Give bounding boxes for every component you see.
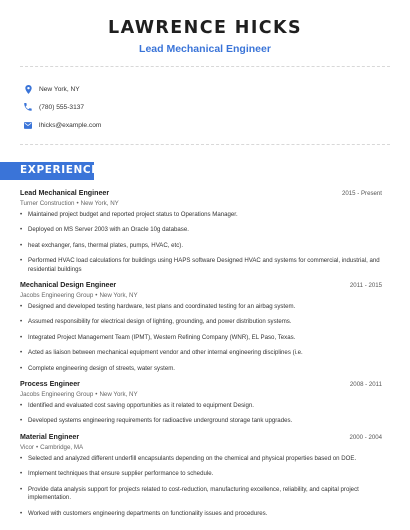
contact-phone [20,98,390,116]
contact-email [20,116,390,134]
job-location: Cambridge, MA [40,443,84,451]
list-item: • Assumed responsibility for electrical design of lighting, grounding, and power distribution systems. [20,318,382,326]
list-item: • Acted as liaison between mechanical equipment vendor and other internal engineering disciplines (i.e. [20,349,382,357]
job-bullets [20,402,382,426]
job-meta [20,391,382,398]
phone-icon [21,100,35,114]
list-item: • Complete engineering design of streets, water system. [20,365,382,373]
job-company: Jacobs Engineering Group [20,292,94,300]
separator-dot: • [76,200,79,207]
job-bullets [20,455,382,518]
candidate-name: LAWRENCE HICKS [108,18,302,38]
contact-list [20,80,390,134]
job-entry [20,189,382,274]
candidate-title: Lead Mechanical Engineer [139,43,271,55]
list-item: • Maintained project budget and reported project status to Operations Manager. [20,211,382,219]
experience-list [20,189,382,525]
list-item: • Developed systems engineering requirements for radioactive underground storage tank upgrades. [20,417,382,425]
job-dates: 2000 - 2004 [349,433,382,441]
job-location: New York, NY [99,391,138,399]
separator-dot: • [95,292,98,300]
list-item: • Provide data analysis support for projects related to cost-reduction, manufacturing excellence, reliability, and capital project implementation. [20,486,382,503]
divider-top [20,66,390,67]
list-item: • Performed HVAC load calculations for buildings using HAPS software Designed HVAC and systems for commercial, industrial, and residential buildings [20,257,382,274]
job-dates: 2008 - 2011 [349,381,382,389]
list-item: • heat exchanger, fans, thermal plates, pumps, HVAC, etc). [20,242,382,250]
job-entry [20,433,382,518]
contact-email-text: lhicks@example.com [39,121,102,129]
job-role: Process Engineer [20,380,80,389]
mail-icon [21,118,35,132]
job-meta [20,200,382,207]
location-pin-icon [21,82,35,96]
job-role: Material Engineer [20,432,80,441]
section-heading-experience: EXPERIENCE [20,164,99,176]
list-item: • Deployed on MS Server 2003 with an Oracle 10g database. [20,226,382,234]
job-location: New York, NY [80,200,119,207]
list-item: • Identified and evaluated cost saving opportunities as it related to equipment Design. [20,402,382,410]
list-item: • Designed and developed testing hardware, test plans and coordinated testing for an airbag system. [20,303,382,311]
resume-header [0,18,410,55]
list-item: • Selected and analyzed different underfill encapsulants depending on the chemical and physical properties based on DOE. [20,455,382,463]
job-company: Vicor [20,443,34,451]
job-meta [20,444,382,451]
job-dates: 2015 - Present [342,190,382,197]
separator-dot: • [36,443,39,451]
job-entry [20,380,382,426]
job-location: New York, NY [99,292,138,300]
list-item: • Worked with customers engineering departments on functionality issues and procedures. [20,510,382,518]
job-entry [20,281,382,373]
job-company: Turner Construction [20,200,75,207]
job-role: Mechanical Design Engineer [20,281,117,290]
contact-phone-text: (780) 555-3137 [39,103,85,111]
list-item: • Integrated Project Management Team (IPMT), Western Refining Company (WNR), EL Paso, Texas. [20,334,382,342]
job-bullets [20,303,382,373]
job-bullets [20,211,382,274]
divider-bottom [20,144,390,145]
job-role: Lead Mechanical Engineer [20,189,110,197]
job-dates: 2011 - 2015 [349,282,382,290]
separator-dot: • [95,391,98,399]
contact-location [20,80,390,98]
contact-location-text: New York, NY [39,85,80,93]
job-company: Jacobs Engineering Group [20,391,94,399]
job-meta [20,292,382,299]
list-item: • Implement techniques that ensure supplier performance to schedule. [20,470,382,478]
